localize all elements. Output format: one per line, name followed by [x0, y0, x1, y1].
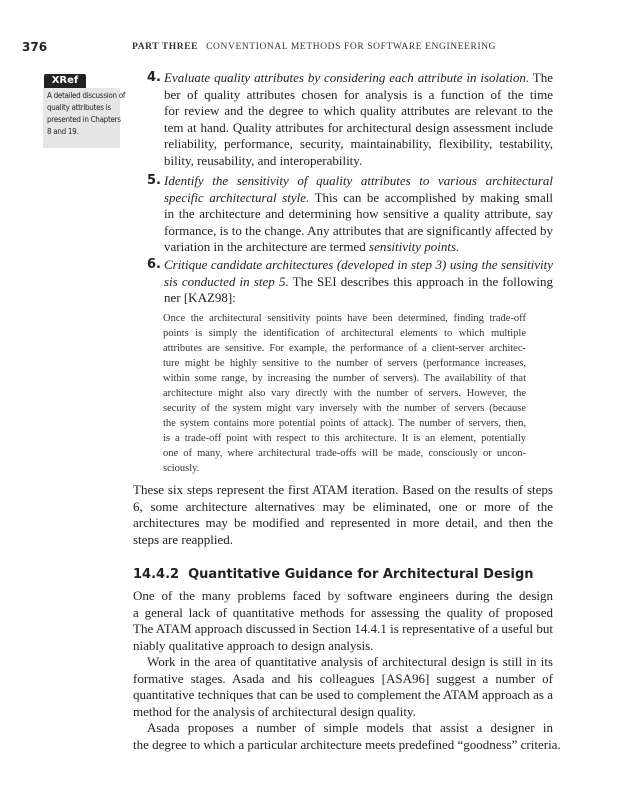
block-quote-line — [163, 326, 526, 342]
list-item-line — [164, 136, 553, 152]
paragraph-line — [133, 515, 553, 531]
list-item-line — [164, 70, 553, 86]
text: formance, is to the change. Any attributes that are significantly affected by — [164, 222, 553, 238]
quote-text: within some range, by increasing the number of servers). The availability of that — [163, 373, 526, 384]
paragraph-text: These six steps represent the first ATAM iteration. Based on the results of steps — [133, 482, 553, 497]
list-item-line — [164, 103, 553, 119]
paragraph-text: Asada proposes a number of simple models that assist a designer in — [147, 720, 553, 735]
italic-text: Evaluate quality attributes by considering each attribute in isolation. — [164, 70, 530, 85]
page-number: 376 — [22, 40, 48, 54]
running-title: CONVENTIONAL METHODS FOR SOFTWARE ENGINEERING — [206, 42, 497, 52]
list-item-line — [164, 120, 553, 136]
paragraph-text: method for the analysis of architectural design quality. — [133, 703, 416, 719]
text: reliability, performance, security, maintainability, flexibility, testability, — [164, 136, 553, 152]
xref-text-line: 8 and 19. — [47, 127, 79, 136]
list-item-line — [164, 173, 553, 189]
list-item-line — [164, 290, 553, 306]
list-item-line — [164, 153, 553, 169]
section-number: 14.4.2 — [133, 567, 180, 582]
block-quote-line — [163, 371, 526, 387]
paragraph-line — [133, 621, 553, 637]
quote-text: Once the architectural sensitivity points have been determined, finding trade-off — [163, 313, 526, 324]
block-quote-line — [163, 356, 526, 372]
quote-text: security of the system might vary inversely with the number of servers (because — [163, 403, 526, 414]
italic-text: sis conducted in step 5. — [164, 273, 289, 289]
text: The SEI describes this approach in the following — [292, 273, 553, 289]
text: tem at hand. Quality attributes for architectural design assessment include — [164, 119, 553, 135]
paragraph-text: the degree to which a particular architecture meets predefined “goodness” criteria. — [133, 736, 561, 752]
text: ner [KAZ98]: — [164, 290, 236, 306]
paragraph-text: quantitative techniques that can be used to complement the ATAM approach as a — [133, 687, 553, 702]
paragraph-line — [133, 687, 553, 703]
paragraph-text: a general lack of quantitative methods for assessing the quality of proposed — [133, 604, 553, 620]
text: in the architecture and determining how sensitive a quality attribute, say — [164, 206, 553, 222]
paragraph-text: formative stages. Asada and his colleagues [ASA96] suggest a number of — [133, 670, 553, 686]
quote-text: sciously. — [163, 463, 200, 474]
quote-text: points is simply the identification of architectural elements to which multiple — [163, 328, 526, 339]
text: for review and the degree to which quality attributes are relevant to the — [164, 103, 553, 119]
running-header — [132, 42, 496, 52]
paragraph-text: 6, some architecture alternatives may be eliminated, one or more of the — [133, 498, 553, 514]
list-item-line — [164, 206, 553, 222]
section-title: Quantitative Guidance for Architectural Design — [188, 567, 534, 582]
block-quote-line — [163, 431, 526, 447]
quote-text: attributes are sensitive. For example, the performance of a client-server architec- — [163, 343, 526, 354]
paragraph-line — [133, 499, 553, 515]
text: The — [532, 70, 553, 85]
italic-text: specific architectural style. — [164, 189, 310, 205]
paragraph-line — [133, 671, 553, 687]
text: variation in the architecture are termed — [164, 239, 370, 255]
list-item-number: 5. — [147, 173, 161, 188]
italic-text: sensitivity points. — [369, 239, 460, 255]
block-quote-line — [163, 446, 526, 462]
paragraph-line — [133, 704, 553, 720]
xref-text-line: presented in Chapters — [47, 115, 121, 124]
paragraph-line — [147, 654, 553, 670]
block-quote-line — [163, 461, 526, 477]
paragraph-line — [133, 638, 553, 654]
list-item-line — [164, 87, 553, 103]
paragraph-line — [133, 605, 553, 621]
quote-text: architecture might also vary directly with the number of servers. However, the — [163, 388, 526, 399]
italic-text: Identify the sensitivity of quality attributes to various architectural — [164, 173, 553, 188]
paragraph-line — [133, 532, 553, 548]
paragraph-text: Work in the area of quantitative analysis of architectural design is still in its — [147, 654, 553, 669]
list-item-number: 6. — [147, 257, 161, 272]
paragraph-text: steps are reapplied. — [133, 531, 233, 547]
text: This can be accomplished by making small — [314, 189, 553, 205]
text: bility, reusability, and interoperability. — [164, 153, 363, 168]
paragraph-line — [147, 720, 553, 736]
xref-label: XRef — [44, 74, 86, 88]
italic-text: Critique candidate architectures (developed in step 3) using the sensitivity — [164, 257, 553, 272]
xref-sidebar-note — [43, 88, 126, 148]
xref-text-line: A detailed discussion of — [47, 91, 126, 100]
paragraph-line — [133, 736, 561, 753]
block-quote-line — [163, 341, 526, 357]
text: ber of quality attributes chosen for analysis is a function of the time — [164, 86, 553, 102]
xref-text-line: quality attributes is — [47, 103, 111, 112]
paragraph-line — [133, 482, 553, 498]
paragraph-text: The ATAM approach discussed in Section 14.4.1 is representative of a useful but — [133, 621, 553, 636]
paragraph-text: architectures may be modified and represented in more detail, and then the — [133, 515, 553, 531]
paragraph-text: One of the many problems faced by software engineers during the design — [133, 588, 553, 603]
block-quote-line — [163, 386, 526, 402]
quote-text: ture might be highly sensitive to the number of servers (performance increases, — [163, 358, 526, 369]
list-item-number: 4. — [147, 70, 161, 85]
part-label: PART THREE — [132, 42, 199, 52]
quote-text: the system contains more potential points of attack). The number of servers, then, — [163, 418, 526, 429]
paragraph-text: niably qualitative approach to design analysis. — [133, 637, 374, 653]
paragraph-line — [133, 588, 553, 604]
list-item-line — [164, 239, 553, 255]
list-item-line — [164, 257, 553, 273]
section-heading — [133, 567, 534, 582]
list-item-line — [164, 190, 553, 206]
list-item-line — [164, 274, 553, 290]
quote-text: one of many, where architectural trade-offs will be made, consciously or uncon- — [163, 448, 526, 459]
quote-text: is a trade-off point with respect to this architecture. It is an element, potentially — [163, 433, 526, 444]
block-quote-line — [163, 311, 526, 327]
block-quote-line — [163, 401, 526, 417]
block-quote-line — [163, 416, 526, 432]
list-item-line — [164, 223, 553, 239]
